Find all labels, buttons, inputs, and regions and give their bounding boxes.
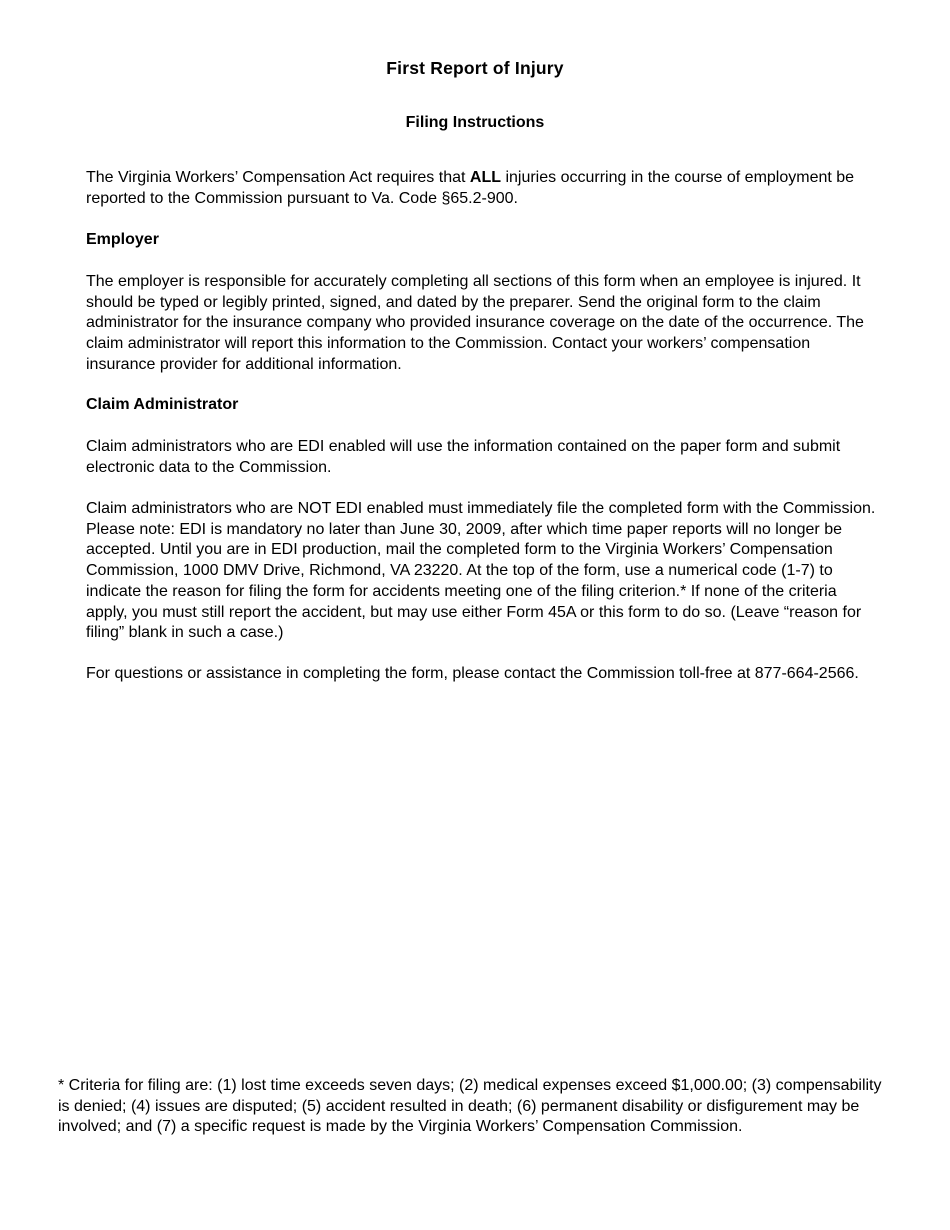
employer-paragraph: The employer is responsible for accurately completing all sections of this form when an employee is injured. It should be typed or legibly printed, signed, and dated by the preparer. Send the original form to the claim administrator for the insurance company who provided insurance coverage on the date of the occurrence. The claim administrator will report this information to the Commission. Contact your workers’ compensation insurance provider for additional information. [86,273,864,373]
criteria-footnote: * Criteria for filing are: (1) lost time exceeds seven days; (2) medical expenses exceed $1,000.00; (3) compensability is denied; (4) issues are disputed; (5) accident resulted in death; (6) permanent disability or disfigurement may be involved; and (7) a specific request is made by the Virginia Workers’ Compensation Commission. [58,1077,882,1136]
employer-heading: Employer [86,231,159,248]
claim-administrator-heading: Claim Administrator [86,396,239,413]
document-title: First Report of Injury [386,58,564,78]
document-subtitle: Filing Instructions [405,114,545,131]
contact-paragraph: For questions or assistance in completing the form, please contact the Commission toll-free at 877-664-2566. [86,665,859,682]
claim-administrator-edi-paragraph: Claim administrators who are EDI enabled will use the information contained on the paper form and submit electronic data to the Commission. [86,438,841,476]
claim-administrator-non-edi-paragraph: Claim administrators who are NOT EDI enabled must immediately file the completed form with the Commission. Please note: EDI is mandatory no later than June 30, 2009, after which time paper reports will no longer be accepted. Until you are in EDI production, mail the completed form to the Virginia Workers’ Compensation Commission, 1000 DMV Drive, Richmond, VA 23220. At the top of the form, use a numerical code (1-7) to indicate the reason for filing the form for accidents meeting one of the filing criterion.* If none of the criteria apply, you must still report the accident, but may use either Form 45A or this form to do so. (Leave “reason for filing” blank in such a case.) [86,500,876,642]
intro-paragraph [86,168,876,209]
intro-bold-all: ALL [469,169,501,186]
intro-text-end: injuries occurring in the course of employment be reported to the Commission pursuant to Va. Code §65.2-900. [86,169,855,207]
intro-text-start: The Virginia Workers’ Compensation Act requires that [86,169,470,186]
